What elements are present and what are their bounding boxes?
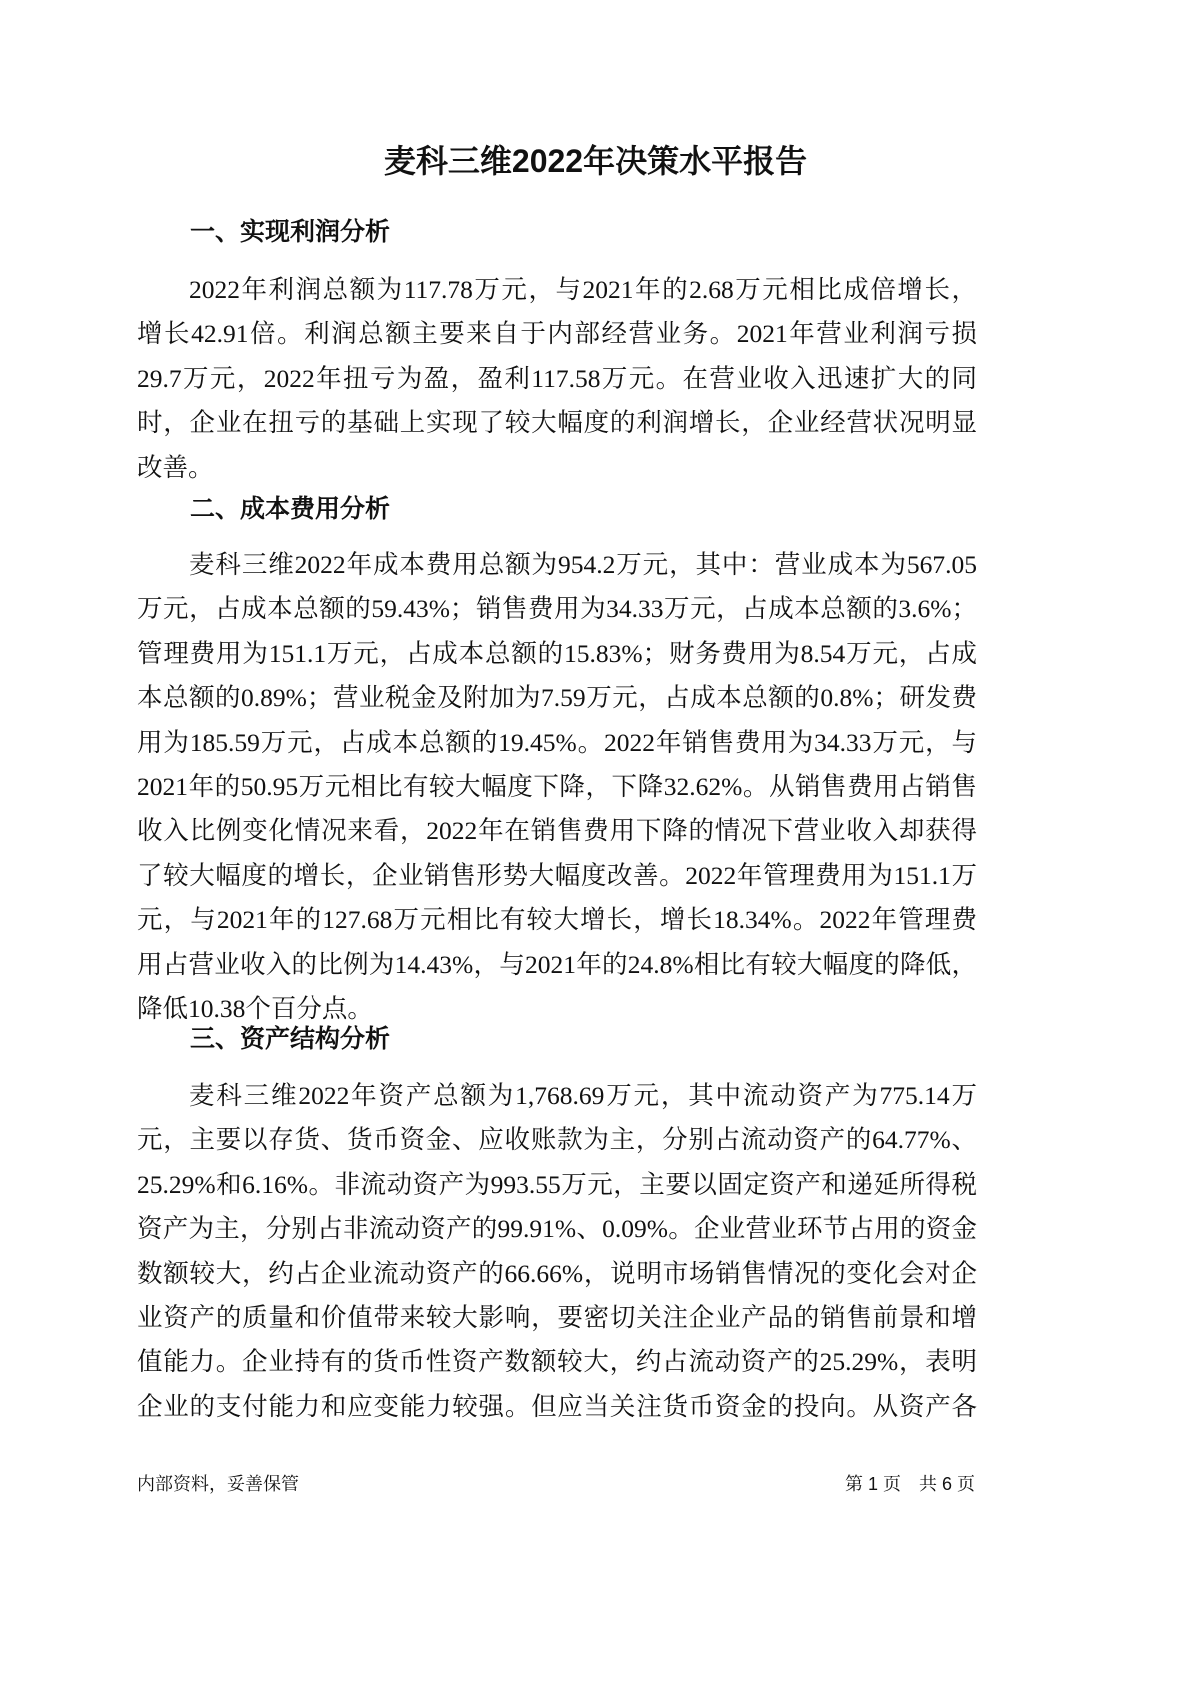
section-body-cost <box>137 543 977 1031</box>
paragraph-line: 元，与2021年的127.68万元相比有较大增长，增长18.34%。2022年管理费 <box>137 905 977 935</box>
footer-page-number: 第 1 页 共 6 页 <box>844 1474 975 1494</box>
paragraph-line: 29.7万元，2022年扭亏为盈，盈利117.58万元。在营业收入迅速扩大的同 <box>137 363 977 393</box>
paragraph-line: 2022年利润总额为117.78万元，与2021年的2.68万元相比成倍增长， <box>189 275 977 304</box>
section-heading-profit: 一、实现利润分析 <box>190 218 391 246</box>
section-heading-assets: 三、资产结构分析 <box>190 1025 391 1053</box>
section-body-profit <box>137 268 977 490</box>
document-title: 麦科三维2022年决策水平报告 <box>383 143 808 179</box>
paragraph-line: 数额较大，约占企业流动资产的66.66%，说明市场销售情况的变化会对企 <box>137 1258 977 1288</box>
section-heading-cost: 二、成本费用分析 <box>190 495 391 523</box>
footer-confidential-note: 内部资料，妥善保管 <box>137 1474 299 1494</box>
paragraph-line: 了较大幅度的增长，企业销售形势大幅度改善。2022年管理费用为151.1万 <box>137 860 977 890</box>
paragraph-line: 用为185.59万元，占成本总额的19.45%。2022年销售费用为34.33万元，与 <box>137 727 977 757</box>
paragraph-line: 改善。 <box>137 452 214 482</box>
paragraph-line: 25.29%和6.16%。非流动资产为993.55万元，主要以固定资产和递延所得税 <box>137 1169 977 1199</box>
paragraph-line: 麦科三维2022年资产总额为1,768.69万元，其中流动资产为775.14万 <box>189 1081 977 1110</box>
section-body-assets <box>137 1074 977 1429</box>
paragraph-line: 收入比例变化情况来看，2022年在销售费用下降的情况下营业收入却获得 <box>137 816 977 846</box>
paragraph-line: 麦科三维2022年成本费用总额为954.2万元，其中：营业成本为567.05 <box>189 550 977 579</box>
paragraph-line: 降低10.38个百分点。 <box>137 993 373 1023</box>
paragraph-line: 增长42.91倍。利润总额主要来自于内部经营业务。2021年营业利润亏损 <box>137 319 977 349</box>
paragraph-line: 本总额的0.89%；营业税金及附加为7.59万元，占成本总额的0.8%；研发费 <box>137 683 977 713</box>
paragraph-line: 元，主要以存货、货币资金、应收账款为主，分别占流动资产的64.77%、 <box>137 1125 977 1155</box>
paragraph-line: 管理费用为151.1万元，占成本总额的15.83%；财务费用为8.54万元，占成 <box>137 638 977 668</box>
paragraph-line: 万元，占成本总额的59.43%；销售费用为34.33万元，占成本总额的3.6%； <box>137 594 977 624</box>
paragraph-line: 时，企业在扭亏的基础上实现了较大幅度的利润增长，企业经营状况明显 <box>137 408 977 438</box>
paragraph-line: 业资产的质量和价值带来较大影响，要密切关注企业产品的销售前景和增 <box>137 1302 977 1332</box>
paragraph-line: 资产为主，分别占非流动资产的99.91%、0.09%。企业营业环节占用的资金 <box>137 1214 977 1244</box>
paragraph-line: 用占营业收入的比例为14.43%，与2021年的24.8%相比有较大幅度的降低， <box>137 949 977 979</box>
paragraph-line: 值能力。企业持有的货币性资产数额较大，约占流动资产的25.29%，表明 <box>137 1347 977 1377</box>
paragraph-line: 2021年的50.95万元相比有较大幅度下降，下降32.62%。从销售费用占销售 <box>137 771 977 801</box>
paragraph-line: 企业的支付能力和应变能力较强。但应当关注货币资金的投向。从资产各 <box>137 1391 977 1421</box>
